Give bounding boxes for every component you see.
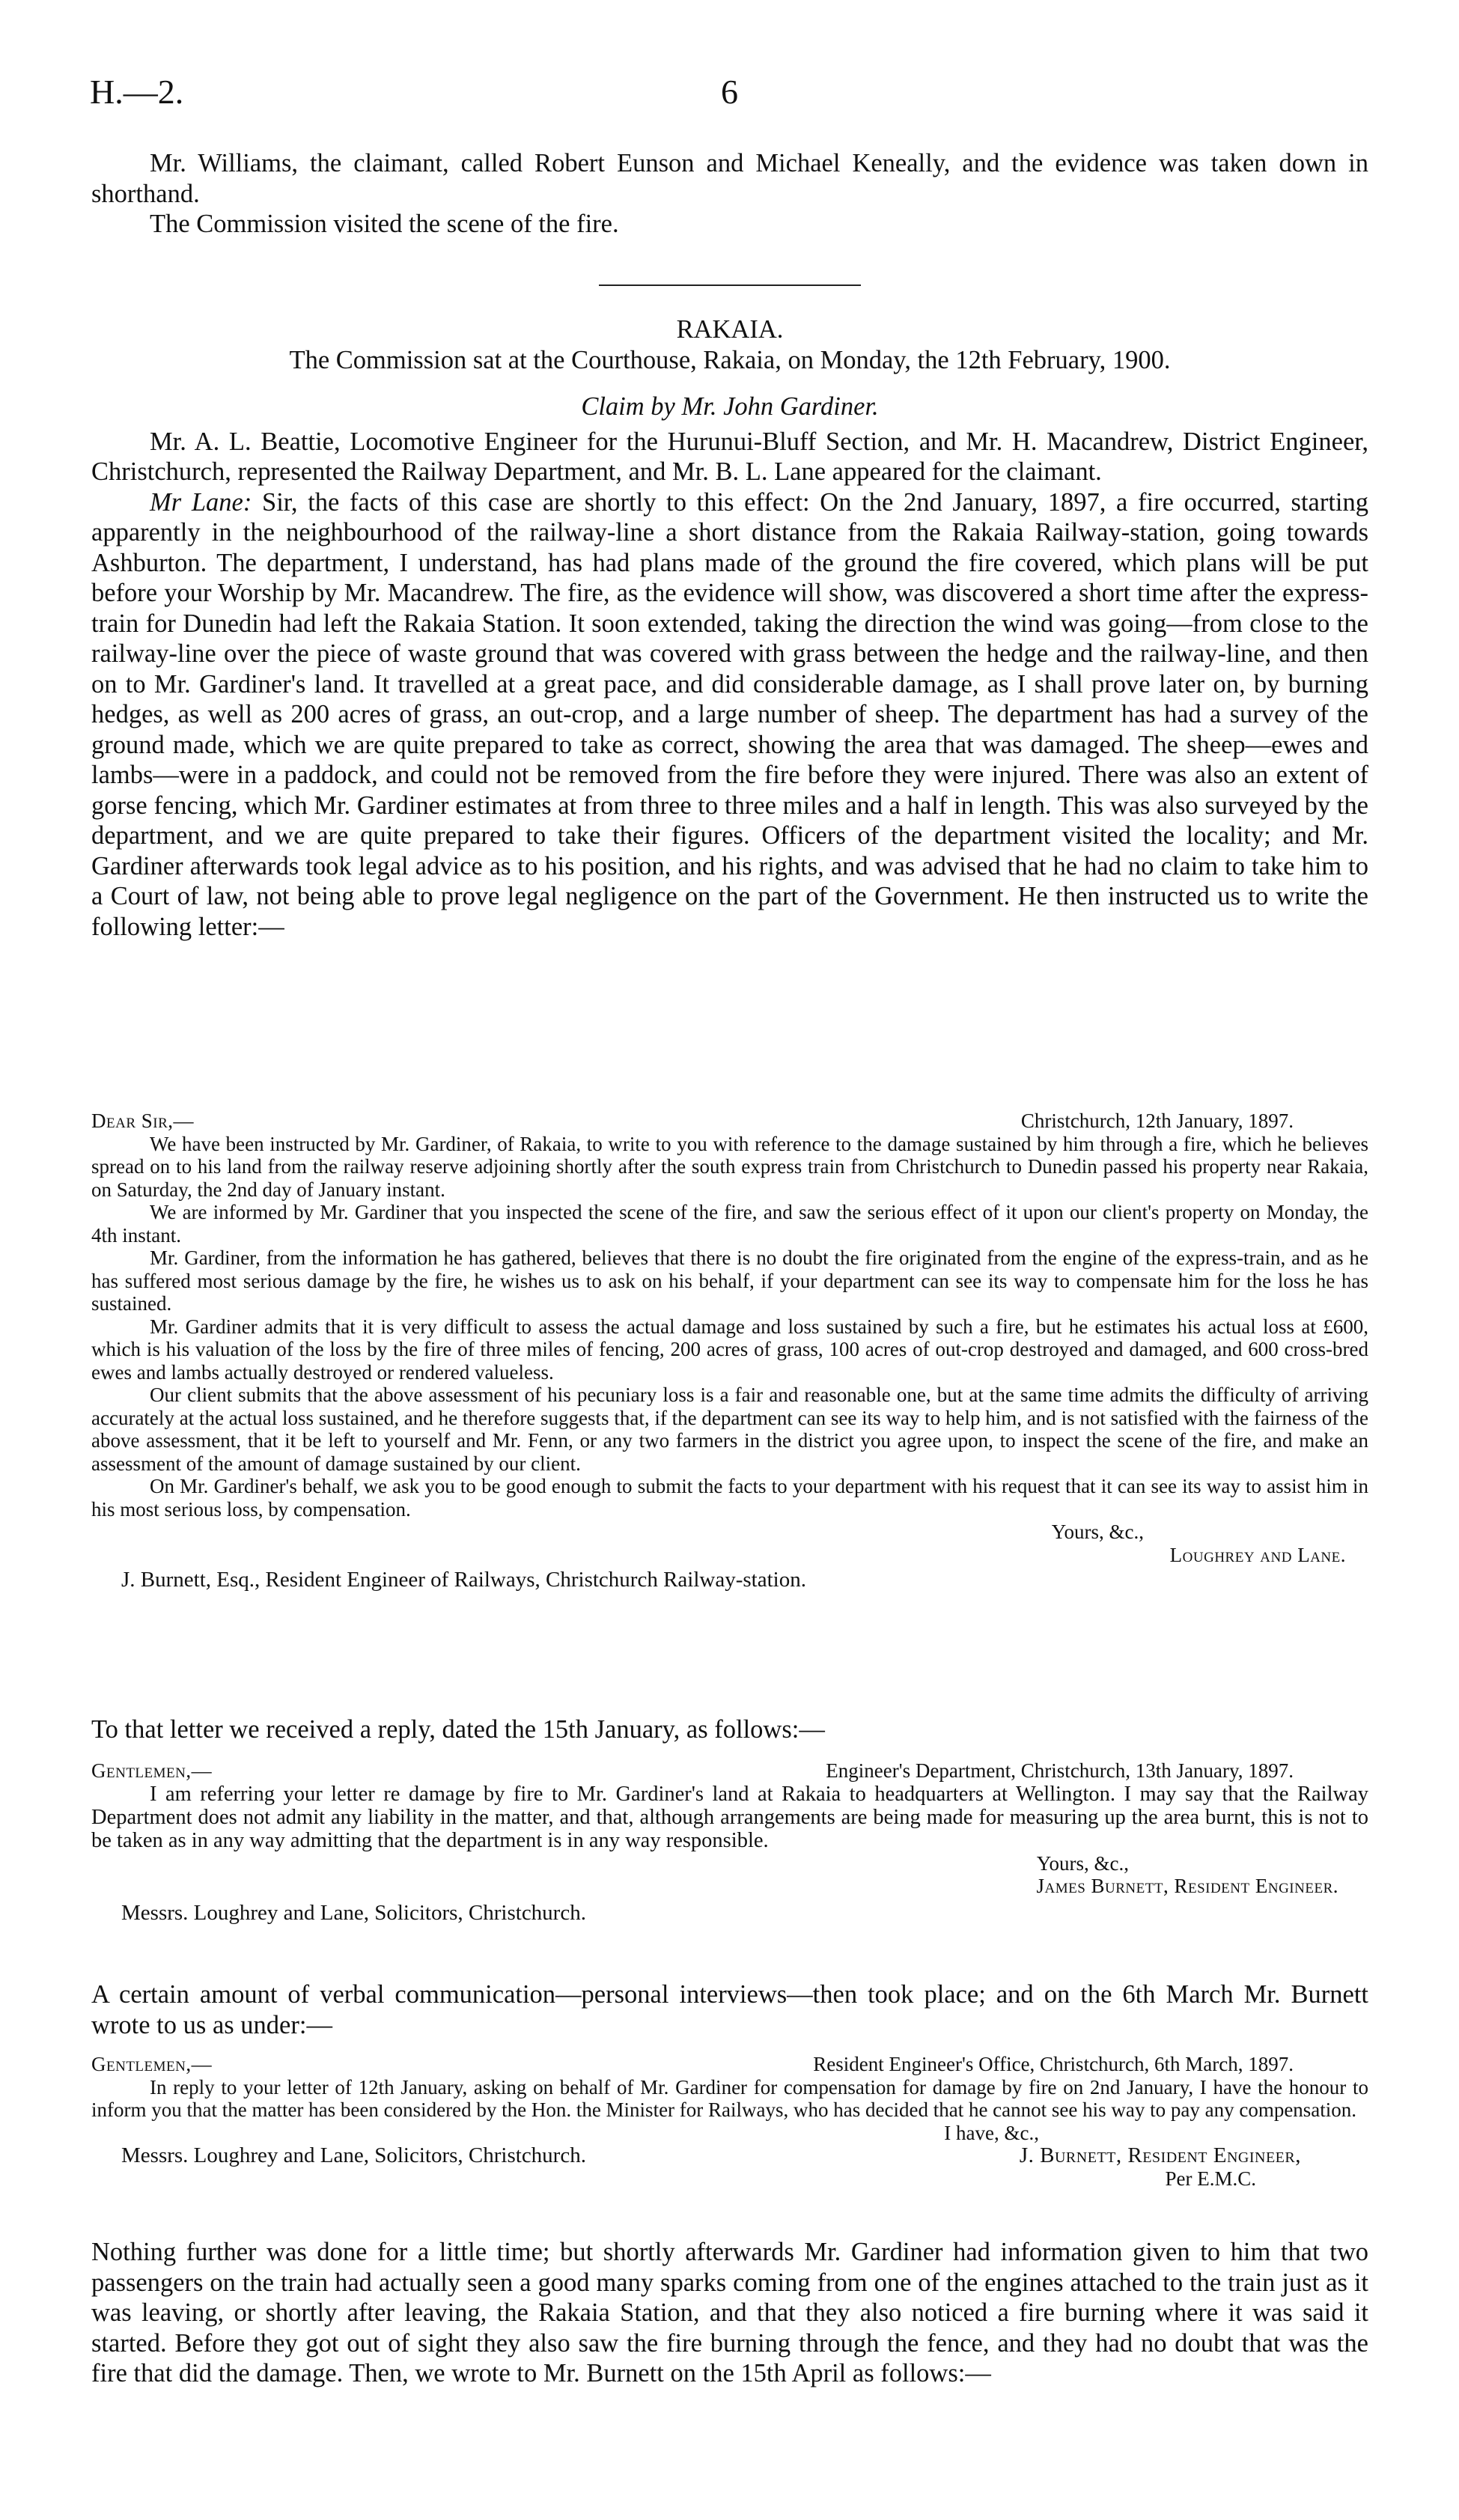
section-heading: RAKAIA. (676, 315, 784, 344)
speaker-name: Mr Lane: (150, 487, 252, 517)
letter-addressee: Messrs. Loughrey and Lane, Solicitors, Christchurch. (121, 1900, 586, 1925)
letter-paragraph: I am referring your letter re damage by fire to Mr. Gardiner's land at Rakaia to headquarters at Wellington. I may say that the Railway Department does not admit any liability in the matter, and that, although arrangements are being made for measuring up the area burnt, this is not to be taken as in any way admitting that the department is in any way responsible. (91, 1782, 1368, 1852)
letter-salutation: Dear Sir,— (91, 1110, 195, 1132)
letter-gardiner (91, 1110, 1368, 1593)
rakaia-section (91, 314, 1368, 942)
letter-salutation: Gentlemen,— (91, 2053, 213, 2075)
closing-paragraph: Nothing further was done for a little time; but shortly afterwards Mr. Gardiner had information given to him that two passengers on the train had actually seen a good many sparks coming from one of the engines attached to the train just as it was leaving, or shortly after leaving, the Rakaia Station, and that they also noticed a fire burning where it was said it started. Before they got out of sight they also saw the fire burning through the fence, and they had no doubt that was the fire that did the damage. Then, we wrote to Mr. Burnett on the 15th April as follows:— (91, 2238, 1368, 2387)
letter-addressee: J. Burnett, Esq., Resident Engineer of Railways, Christchurch Railway-station. (121, 1568, 806, 1592)
letter-paragraph: Mr. Gardiner admits that it is very difficult to assess the actual damage and loss sustained by such a fire, but he estimates his actual loss at £600, which is his valuation of the loss by the fire of three miles of fencing, 200 acres of grass, 100 acres of out-crop destroyed and damaged, and 600 cross-bred ewes and lambs actually destroyed or rendered valueless. (91, 1315, 1368, 1384)
page-number: 6 (721, 73, 738, 111)
bridge-paragraph-2: A certain amount of verbal communication—personal interviews—then took place; and on the 6th March Mr. Burnett wrote to us as under:— (91, 1980, 1368, 2039)
intro-section (91, 148, 1368, 240)
letter-dateline: Engineer's Department, Christchurch, 13th January, 1897. (826, 1759, 1294, 1782)
speech-paragraph (91, 487, 1368, 943)
letter-paragraph: Mr. Gardiner, from the information he has gathered, believes that there is no doubt the fire originated from the engine of the express-train, and as he has suffered most serious damage by the fire, he wishes us to ask on his behalf, if your department can see its way to compensate him for the loss he has sustained. (91, 1247, 1368, 1315)
claim-title: Claim by Mr. John Gardiner. (581, 392, 879, 421)
letter-paragraph: Our client submits that the above assessment of his pecuniary loss is a fair and reasonable one, but at the same time admits the difficulty of arriving accurately at the actual loss sustained, and he therefore suggests that, if the department can see its way to help him, and is not satisfied with the fairness of the above assessment, that it be left to yourself and Mr. Fenn, or any two farmers in the district you agree upon, to inspect the scene of the fire, and make an assessment of the amount of damage sustained by our client. (91, 1384, 1368, 1475)
letter-signature: J. Burnett, Resident Engineer, (1019, 2143, 1301, 2167)
sitting-line: The Commission sat at the Courthouse, Rakaia, on Monday, the 12th February, 1900. (289, 345, 1171, 374)
letter-paragraph: On Mr. Gardiner's behalf, we ask you to be good enough to submit the facts to your department with his request that it can see its way to assist him in his most serious loss, by compensation. (91, 1475, 1368, 1521)
page-header (90, 72, 1369, 117)
bridge-paragraph-1: To that letter we received a reply, dated the 15th January, as follows:— (91, 1715, 825, 1744)
letter-burnett-2 (91, 2053, 1368, 2190)
intro-paragraph: The Commission visited the scene of the fire. (150, 210, 619, 238)
letter-addressee-row (91, 2144, 1368, 2167)
letter-closing: I have, &c., (944, 2121, 1039, 2144)
letter-burnett-1 (91, 1759, 1368, 1928)
letter-dateline: Resident Engineer's Office, Christchurch, 6th March, 1897. (813, 2053, 1294, 2075)
letter-signature: James Burnett, Resident Engineer. (1036, 1875, 1338, 1897)
letter-closing: Yours, &c., (1036, 1851, 1129, 1875)
letter-paragraph: We have been instructed by Mr. Gardiner, of Rakaia, to write to you with reference to the damage sustained by him through a fire, which he believes spread on to his land from the railway reserve adjoining shortly after the south express train from Christchurch to Dunedin passed his property near Rakaia, on Saturday, the 2nd day of January instant. (91, 1132, 1368, 1201)
letter-per-initials: Per E.M.C. (1165, 2167, 1256, 2190)
letter-salutation: Gentlemen,— (91, 1759, 213, 1782)
letter-closing: Yours, &c., (1051, 1521, 1144, 1543)
speech-text: Sir, the facts of this case are shortly to this effect: On the 2nd January, 1897, a fire occurred, starting apparently in the neighbourhood of the railway-line a short distance from the Rakaia Railway-station, going towards Ashburton. The department, I understand, has had plans made of the ground the fire covered, which plans will be put before your Worship by Mr. Macandrew. The fire, as the evidence will show, was discovered a short time after the express-train for Dunedin had left the Rakaia Station. It soon extended, taking the direction the wind was going—from close to the railway-line over the piece of waste ground that was covered with grass between the hedge and the railway-line, and then on to Mr. Gardiner's land. It travelled at a great pace, and did considerable damage, as I shall prove later on, by burning hedges, as well as 200 acres of grass, an out-crop, and a large number of sheep. The department has had a survey of the ground made, which we are quite prepared to take as correct, showing the area that was damaged. The sheep—ewes and lambs—were in a paddock, and could not be removed from the fire before they were injured. There was also an extent of gorse fencing, which Mr. Gardiner estimates at from three to three miles and a half in length. This was also surveyed by the department, and we are quite prepared to take their figures. Officers of the department visited the locality; and Mr. Gardiner afterwards took legal advice as to his position, and his rights, and was advised that he had no claim to take him to a Court of law, not being able to prove legal negligence on the part of the Government. He then instructed us to write the following letter:— (91, 487, 1369, 941)
letter-paragraph: We are informed by Mr. Gardiner that you inspected the scene of the fire, and saw the serious effect of it upon our client's property on Monday, the 4th instant. (91, 1201, 1368, 1247)
document-reference: H.—2. (90, 73, 184, 111)
letter-heading-row (91, 1110, 1368, 1133)
letter-heading-row (91, 1759, 1368, 1783)
letter-signature: Loughrey and Lane. (1169, 1543, 1346, 1566)
intro-paragraph: Mr. Williams, the claimant, called Robert Eunson and Michael Keneally, and the evidence was taken down in shorthand. (91, 149, 1368, 208)
letter-addressee: Messrs. Loughrey and Lane, Solicitors, Christchurch. (121, 2143, 586, 2167)
letter-heading-row (91, 2053, 1368, 2076)
letter-dateline: Christchurch, 12th January, 1897. (1020, 1110, 1294, 1132)
appearance-paragraph: Mr. A. L. Beattie, Locomotive Engineer for the Hurunui-Bluff Section, and Mr. H. Macandrew, District Engineer, Christchurch, represented the Railway Department, and Mr. B. L. Lane appeared for the claimant. (91, 427, 1368, 486)
letter-paragraph: In reply to your letter of 12th January, asking on behalf of Mr. Gardiner for compensation for damage by fire on 2nd January, I have the honour to inform you that the matter has been considered by the Hon. the Minister for Railways, who has decided that he cannot see his way to pay any compensation. (91, 2075, 1368, 2121)
section-divider (599, 284, 861, 286)
